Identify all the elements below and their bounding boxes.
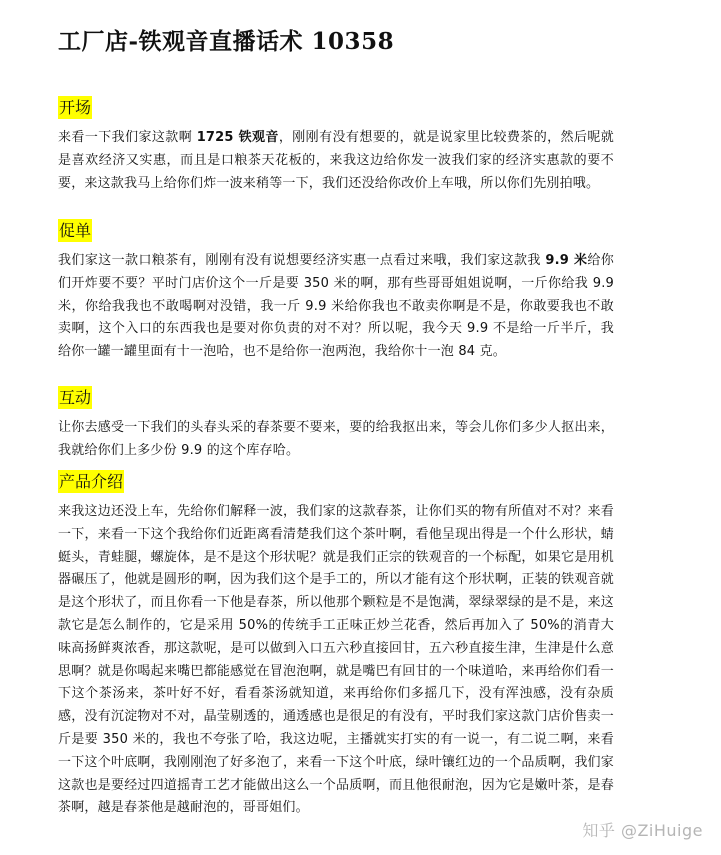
- document: [58, 22, 614, 816]
- section-paragraph-opening: [58, 127, 614, 195]
- bold-text-run: 9.9 米: [545, 253, 588, 268]
- section-paragraph-closing-sale: [58, 250, 614, 364]
- text-run: ，刚刚有没有想要的，就是说家里比较费茶的，然后呢就是喜欢经济又实惠，而且是口粮茶天花板的，来我这边给你发一波我们家的经济实惠款的要不要，来这款我马上给你们炸一波来稍等一下，我们还没给你改价上车哦，所以你们先別拍哦。: [58, 130, 614, 191]
- section-paragraph-product-intro: [58, 501, 614, 820]
- section-paragraph-interaction: [58, 417, 614, 463]
- text-run: 我们家这一款口粮茶有，刚刚有没有说想要经济实惠一点看过来哦，我们家这款我: [58, 253, 546, 268]
- watermark: 知乎 @ZiHuige: [582, 821, 703, 840]
- section-opening: [58, 96, 614, 195]
- section-heading-product-intro: 产品介绍: [59, 472, 124, 491]
- text-run: 给你们开炸要不要？平时门店价这个一斤是要 350 米的啊，那有些哥哥姐姐说啊，一斤你给我 9.9 米，你给我我也不敢喝啊对没错，我一斤 9.9 米给你我也不敢卖你啊是不是，你敢要我也不敢卖啊，这个入口的东西我也是要对你负责的对不对？所以呢，我今天 9.9 不是给一斤半斤，我给你一罐一罐里面有十一泡哈，也不是给你一泡两泡，我给你十一泡 84 克。: [58, 253, 614, 360]
- section-heading-closing-sale: 促单: [59, 221, 92, 240]
- text-run: 来看一下我们家这款啊: [58, 130, 197, 145]
- section-closing-sale: [58, 219, 614, 364]
- section-interaction: [58, 386, 614, 463]
- section-heading-opening: 开场: [59, 98, 92, 117]
- section-heading-interaction: 互动: [59, 388, 92, 407]
- text-run: 让你去感受一下我们的头春头采的春茶要不要来，要的给我抠出来，等会儿你们多少人抠出来，我就给你们上多少份 9.9 的这个库存哈。: [58, 420, 614, 458]
- text-run: 来我这边还没上车，先给你们解释一波，我们家的这款春茶，让你们买的物有所值对不对？来看一下，来看一下这个我给你们近距离看清楚我们这个茶叶啊，看他呈现出得是一个什么形状，蜻蜓头，青蛙腿，螺旋体，是不是这个形状呢？就是我们正宗的铁观音的一个标配，如果它是用机器碾压了，他就是圆形的啊，因为我们这个是手工的，所以才能有这个形状啊，正装的铁观音就是这个形状了，而且你看一下他是春茶，所以他那个颗粒是不是饱满，翠绿翠绿的是不是，来这款它是怎么制作的，它是采用 50%的传统手工正味正炒兰花香，然后再加入了 50%的消青大味高扬鲜爽浓香，那这款呢，是可以做到入口五六秒直接回甘，五六秒直接生津，生津是什么意思啊？就是你喝起来嘴巴都能感觉在冒泡泡啊，就是嘴巴有回甘的一个味道哈，来再给你们看一下这个茶汤来，茶叶好不好，看看茶汤就知道，来再给你们多摇几下，没有浑浊感，没有杂质感，没有沉淀物对不对，晶莹剔透的，通透感也是很足的有没有，平时我们家这款门店价售卖一斤是要 350 米的，我也不夸张了哈，我这边呢，主播就实打实的有一说一，有二说二啊，来看一下这个叶底啊，我刚刚泡了好多泡了，来看一下这个叶底，绿叶镶红边的一个品质啊，我们家这款也是要经过四道摇青工艺才能做出这么一个品质啊，而且他很耐泡，因为它是嫩叶茶，是春茶啊，越是春茶他是越耐泡的，哥哥姐们。: [58, 504, 614, 816]
- page-title: 工厂店-铁观音直播话术 10358: [58, 28, 395, 55]
- section-product-intro: [58, 470, 614, 820]
- bold-text-run: 1725 铁观音: [196, 130, 279, 145]
